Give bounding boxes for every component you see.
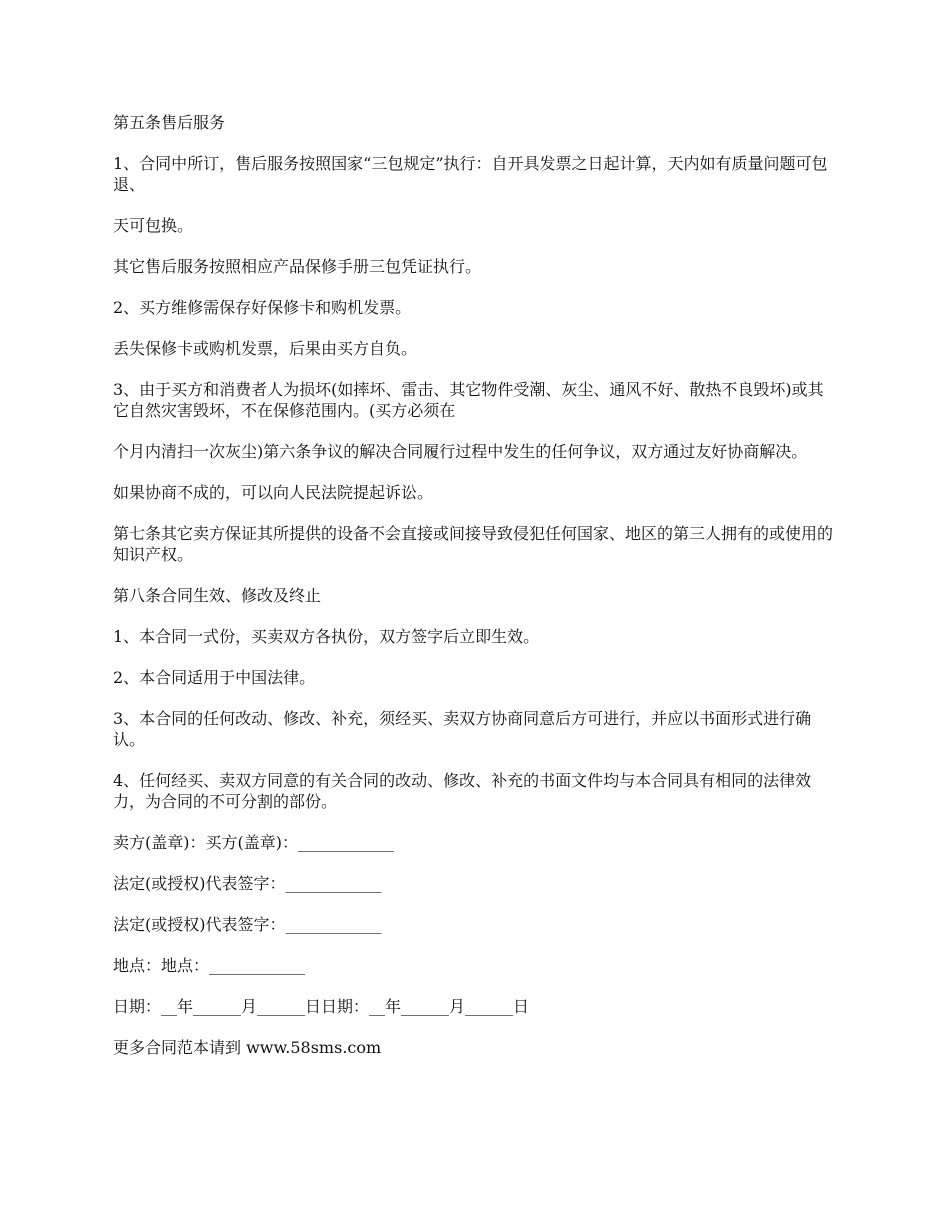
clause-paragraph: 其它售后服务按照相应产品保修手册三包凭证执行。 [113,257,482,276]
clause-paragraph: 丢失保修卡或购机发票，后果由买方自负。 [113,339,418,358]
clause-paragraph: 个月内清扫一次灰尘)第六条争议的解决合同履行过程中发生的任何争议，双方通过友好协商解决。 [113,442,808,461]
signature-line-representative: 法定(或授权)代表签字：____________ [113,915,382,934]
section-heading-effect: 第八条合同生效、修改及终止 [113,586,322,605]
signature-line-representative: 法定(或授权)代表签字：____________ [113,874,382,893]
clause-paragraph: 第七条其它卖方保证其所提供的设备不会直接或间接导致侵犯任何国家、地区的第三人拥有的或使用的知识产权。 [113,524,834,564]
clause-paragraph: 3、本合同的任何改动、修改、补充，须经买、卖双方协商同意后方可进行，并应以书面形式进行确认。 [113,709,812,749]
section-heading-after-sales: 第五条售后服务 [113,113,226,132]
clause-paragraph: 2、本合同适用于中国法律。 [113,668,316,687]
signature-line-date: 日期：__年______月______日日期：__年______月______日 [113,997,530,1016]
document-body [113,112,835,1078]
clause-paragraph: 天可包换。 [113,216,194,235]
clause-paragraph: 1、本合同一式份，买卖双方各执份，双方签字后立即生效。 [113,627,540,646]
clause-paragraph: 4、任何经买、卖双方同意的有关合同的改动、修改、补充的书面文件均与本合同具有相同的法律效力，为合同的不可分割的部份。 [113,771,812,811]
signature-line-location: 地点：地点：____________ [113,956,306,975]
clause-paragraph: 1、合同中所订，售后服务按照国家“三包规定”执行：自开具发票之日起计算，天内如有质量问题可包退、 [113,154,828,194]
clause-paragraph: 3、由于买方和消费者人为损坏(如摔坏、雷击、其它物件受潮、灰尘、通风不好、散热不良毁坏)或其它自然灾害毁坏，不在保修范围内。(买方必须在 [113,380,824,420]
signature-line-seal: 卖方(盖章)：买方(盖章)：____________ [113,833,394,852]
footer-more-templates: 更多合同范本请到 www.58sms.com [113,1038,382,1057]
clause-paragraph: 2、买方维修需保存好保修卡和购机发票。 [113,298,412,317]
clause-paragraph: 如果协商不成的，可以向人民法院提起诉讼。 [113,483,434,502]
